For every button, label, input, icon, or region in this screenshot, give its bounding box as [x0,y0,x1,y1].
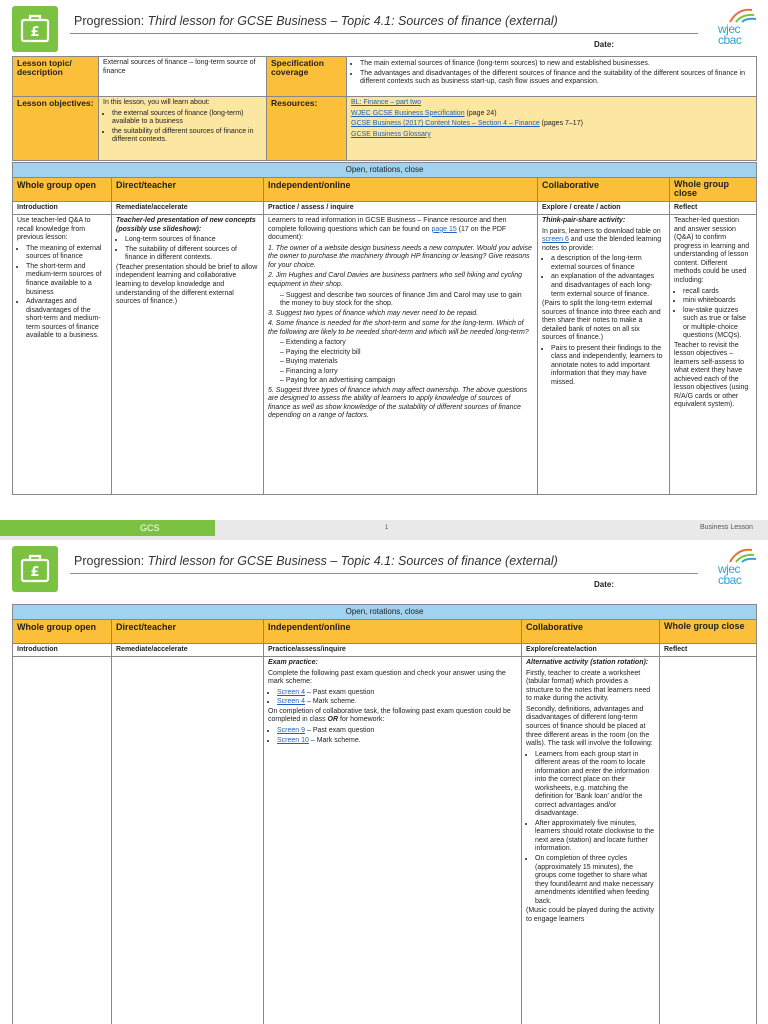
col-header-whole-group-open: Whole group open [13,177,112,201]
wjec-logo [712,546,760,586]
list-item: • Screen 9 – Past exam question [277,727,517,736]
introduction-cell [13,657,112,1024]
station-text-2: Secondly, definitions, advantages and disadvantages of different long-term sources of finance should be placed at three different areas in the room (on the walls). The task will involve the following: [526,705,653,748]
list-item: – Buying materials [280,358,533,367]
list-item: – Financing a lorry [280,368,533,377]
objective-item: • the external sources of finance (long-term) available to a business [112,110,262,127]
col-header-independent-online: Independent/online [264,177,538,201]
screen-4-question-link[interactable]: Screen 4 [277,688,306,696]
list-item: – Paying the electricity bill [280,349,533,358]
objective-item: • the suitability of different sources of finance in different contexts. [112,128,262,145]
question-3: 3. Suggest two types of finance which may never need to be repaid. [268,309,479,317]
date-label: Date: [594,40,615,49]
collaborative-cell [538,215,670,495]
wjec-logo [712,6,760,46]
list-item: • mini whiteboards [683,297,752,306]
question-2-sub: – Suggest and describe two sources of finance Jim and Carol may use to gain the money to buy stock for the shop. [280,292,533,309]
footer-right-text: Business Lesson [700,524,753,531]
practice-intro: Learners to read information in GCSE Business – Finance resource and then complete following questions which can be found on [268,217,507,233]
col-header-whole-group-close: Whole group close [660,619,757,643]
page-footer-strip [0,520,768,540]
list-item: • Screen 4 – Past exam question [277,689,517,698]
spec-item: • The main external sources of finance (long-term sources) to new and established businesses. [360,60,752,69]
sub-header: Remediate/accelerate [112,643,264,657]
resource-link-glossary[interactable]: GCSE Business Glossary [351,130,431,138]
sub-header: Remediate/accelerate [112,201,264,215]
finance-bag-icon [12,6,58,52]
list-item: • Screen 4 – Mark scheme. [277,698,517,707]
list-item: • recall cards [683,288,752,297]
page-title: Progression: Third lesson for GCSE Business – Topic 4.1: Sources of finance (external) [74,14,558,28]
remediate-cell [112,657,264,1024]
list-item: • After approximately five minutes, learners should rotate clockwise to the next area (station) and locate further information. [535,820,655,854]
footer-bar [0,520,215,536]
resources-content [347,97,757,161]
objectives-label: Lesson objectives: [13,97,99,161]
list-item: • Advantages and disadvantages of the short-term and medium-term sources of finance available to a business. [26,298,107,341]
sub-header: Reflect [670,201,757,215]
page-15-link[interactable]: page 15 [431,225,457,233]
logo-text-cbac: cbac [718,33,742,47]
page-header [0,540,768,598]
list-item: – Paying for an advertising campaign [280,377,533,386]
sub-header: Explore / create / action [538,201,670,215]
footer-left-text: GCS [140,523,160,533]
resource-page-ref: (pages 7–17) [539,120,583,128]
question-2: 2. Jim Hughes and Carol Davies are business partners who sell hiking and cycling equipment in their shop. [268,272,523,288]
list-item: • The suitability of different sources of finance in different contexts. [125,246,259,263]
list-item: – Extending a factory [280,339,533,348]
svg-text:£: £ [30,25,40,40]
resources-label: Resources: [267,97,347,161]
screen-6-link[interactable]: screen 6 [542,236,569,244]
list-item: • Learners from each group start in different areas of the room to locate information and enter the information into the correct place on their worksheets, e.g. matching the definition for 'Bank loan' and/or the correct advantages and/or disadvantage. [535,751,655,819]
teacher-presentation-title: Teacher-led presentation of new concepts (possibly use slideshow): [116,217,256,233]
col-header-collaborative: Collaborative [522,619,660,643]
date-label: Date: [594,580,615,589]
remediate-cell [112,215,264,495]
resource-link-specification[interactable]: WJEC GCSE Business Specification [351,109,465,117]
logo-text-cbac: cbac [718,573,742,587]
list-item: • On completion of three cycles (approximately 15 minutes), the groups come together to share what they found/learnt and make necessary amendments identified when feeding back. [535,855,655,906]
collaborative-cell [522,657,660,1024]
question-5: 5. Suggest three types of finance which may affect ownership. The above questions are designed to assess the ability of learners to apply knowledge of sources of finance as well as show knowledge of the suitability of different sources of finance depending on a range of factors. [268,386,528,420]
list-item: • a description of the long-term external sources of finance [551,255,665,272]
topic-label: Lesson topic/ description [13,57,99,97]
col-header-collaborative: Collaborative [538,177,670,201]
practice-cell [264,215,538,495]
col-header-direct-teacher: Direct/teacher [112,619,264,643]
spec-label: Specification coverage [267,57,347,97]
think-pair-share-title: Think-pair-share activity: [542,217,626,225]
objectives-intro: In this lesson, you will learn about: [103,99,210,106]
band-open-rotations-close: Open, rotations, close [13,163,757,178]
sub-header: Reflect [660,643,757,657]
objectives-content [99,97,267,161]
question-1: 1. The owner of a website design business needs a new computer. Would you advise the owner to purchase the machinery through HP financing or leasing? Give reasons for your choice. [268,244,532,269]
exam-practice-intro: Complete the following past exam question and check your answer using the mark scheme: [268,669,506,686]
sub-header: Introduction [13,201,112,215]
reflect-cell [670,215,757,495]
collab-intro: In pairs, learners to download table on [542,227,661,235]
station-text-1: Firstly, teacher to create a worksheet (tabular format) which provides a structure to the notes that learners need to make during the activity. [526,669,651,703]
reflect-text: Teacher-led question and answer session (Q&A) to confirm progress in learning and understanding of lesson content. Different methods could be used including: [674,217,750,284]
col-header-independent-online: Independent/online [264,619,522,643]
introduction-cell [13,215,112,495]
teacher-note: (Teacher presentation should be brief to allow independent learning and collaborative learning to develop knowledge and understanding of the different external sources of finance.) [116,263,258,306]
list-item: • Pairs to present their findings to the class and independently, learners to annotate notes to add important information that they may have missed. [551,345,665,388]
topic-value: External sources of finance – long-term source of finance [99,57,267,97]
col-header-direct-teacher: Direct/teacher [112,177,264,201]
activities-table [12,162,757,495]
practice-cell [264,657,522,1024]
list-item: • low-stake quizzes such as true or false or multiple-choice questions (MCQs). [683,307,752,341]
title-underline [70,573,698,574]
station-text-3: (Music could be played during the activity to engage learners [526,907,655,923]
intro-text: Use teacher-led Q&A to recall knowledge from previous lesson: [17,217,91,242]
page-number: 1 [385,525,389,531]
resource-link-content-notes[interactable]: GCSE Business (2017) Content Notes – Section 4 – Finance [351,120,540,128]
exam-practice-title: Exam practice: [268,659,318,667]
page-header [0,0,768,58]
logo-text-wjec: wjec [718,562,741,576]
lesson-info-table [12,56,757,161]
sub-header: Practice/assess/inquire [264,643,522,657]
spec-item: • The advantages and disadvantages of the different sources of finance and the suitability of the different sources of finance in different contexts such as business start-up, cash flow issues and expansion. [360,70,752,87]
reflect-text-2: Teacher to revisit the lesson objectives – learners self-assess to what extent they have achieved each of the lesson objectives (using R/A/G cards or other equivalent system). [674,341,749,409]
finance-bag-icon [12,546,58,592]
list-item: • Long-term sources of finance [125,236,259,245]
question-4: 4. Some finance is needed for the short-term and some for the long-term. Which of the following are likely to be needed short-term and which will be needed long-term? [268,320,529,336]
collab-intro-end: and use the blended learning notes to provide: [542,236,662,252]
sub-header: Introduction [13,643,112,657]
list-item: • The short-term and medium-term sources of finance available to a business [26,263,107,297]
reflect-cell [660,657,757,1024]
screen-10-link[interactable]: Screen 10 [277,736,309,744]
sub-header: Practice / assess / inquire [264,201,538,215]
station-rotation-title: Alternative activity (station rotation): [526,659,649,667]
screen-9-link[interactable]: Screen 9 [277,727,306,734]
spec-coverage [347,57,757,97]
resource-link-finance[interactable]: BL: Finance – part two [351,99,422,106]
col-header-whole-group-close: Whole group close [670,177,757,201]
page-title: Progression: Third lesson for GCSE Business – Topic 4.1: Sources of finance (external) [74,554,558,568]
list-item: • Screen 10 – Mark scheme. [277,737,517,746]
resource-page-ref: (page 24) [464,109,497,117]
list-item: • The meaning of external sources of finance [26,245,107,262]
svg-text:£: £ [30,565,40,580]
col-header-whole-group-open: Whole group open [13,619,112,643]
sub-header: Explore/create/action [522,643,660,657]
exam-practice-mid: On completion of collaborative task, the following past exam question could be completed in class OR for homework: [268,707,511,724]
screen-4-mark-scheme-link[interactable]: Screen 4 [277,698,306,706]
practice-intro-end: (17 on the PDF document): [268,225,507,242]
page-2 [0,540,768,1024]
title-underline [70,33,698,34]
logo-text-wjec: wjec [718,22,741,36]
activities-table-continued [12,604,757,1024]
band-open-rotations-close: Open, rotations, close [13,605,757,620]
collab-note: (Pairs to split the long-term external sources of finance into three each and then share their notes to make a detailed bank of notes on all six sources of finance.) [542,300,661,342]
list-item: • an explanation of the advantages and disadvantages of each long-term external source of finance. [551,273,665,299]
